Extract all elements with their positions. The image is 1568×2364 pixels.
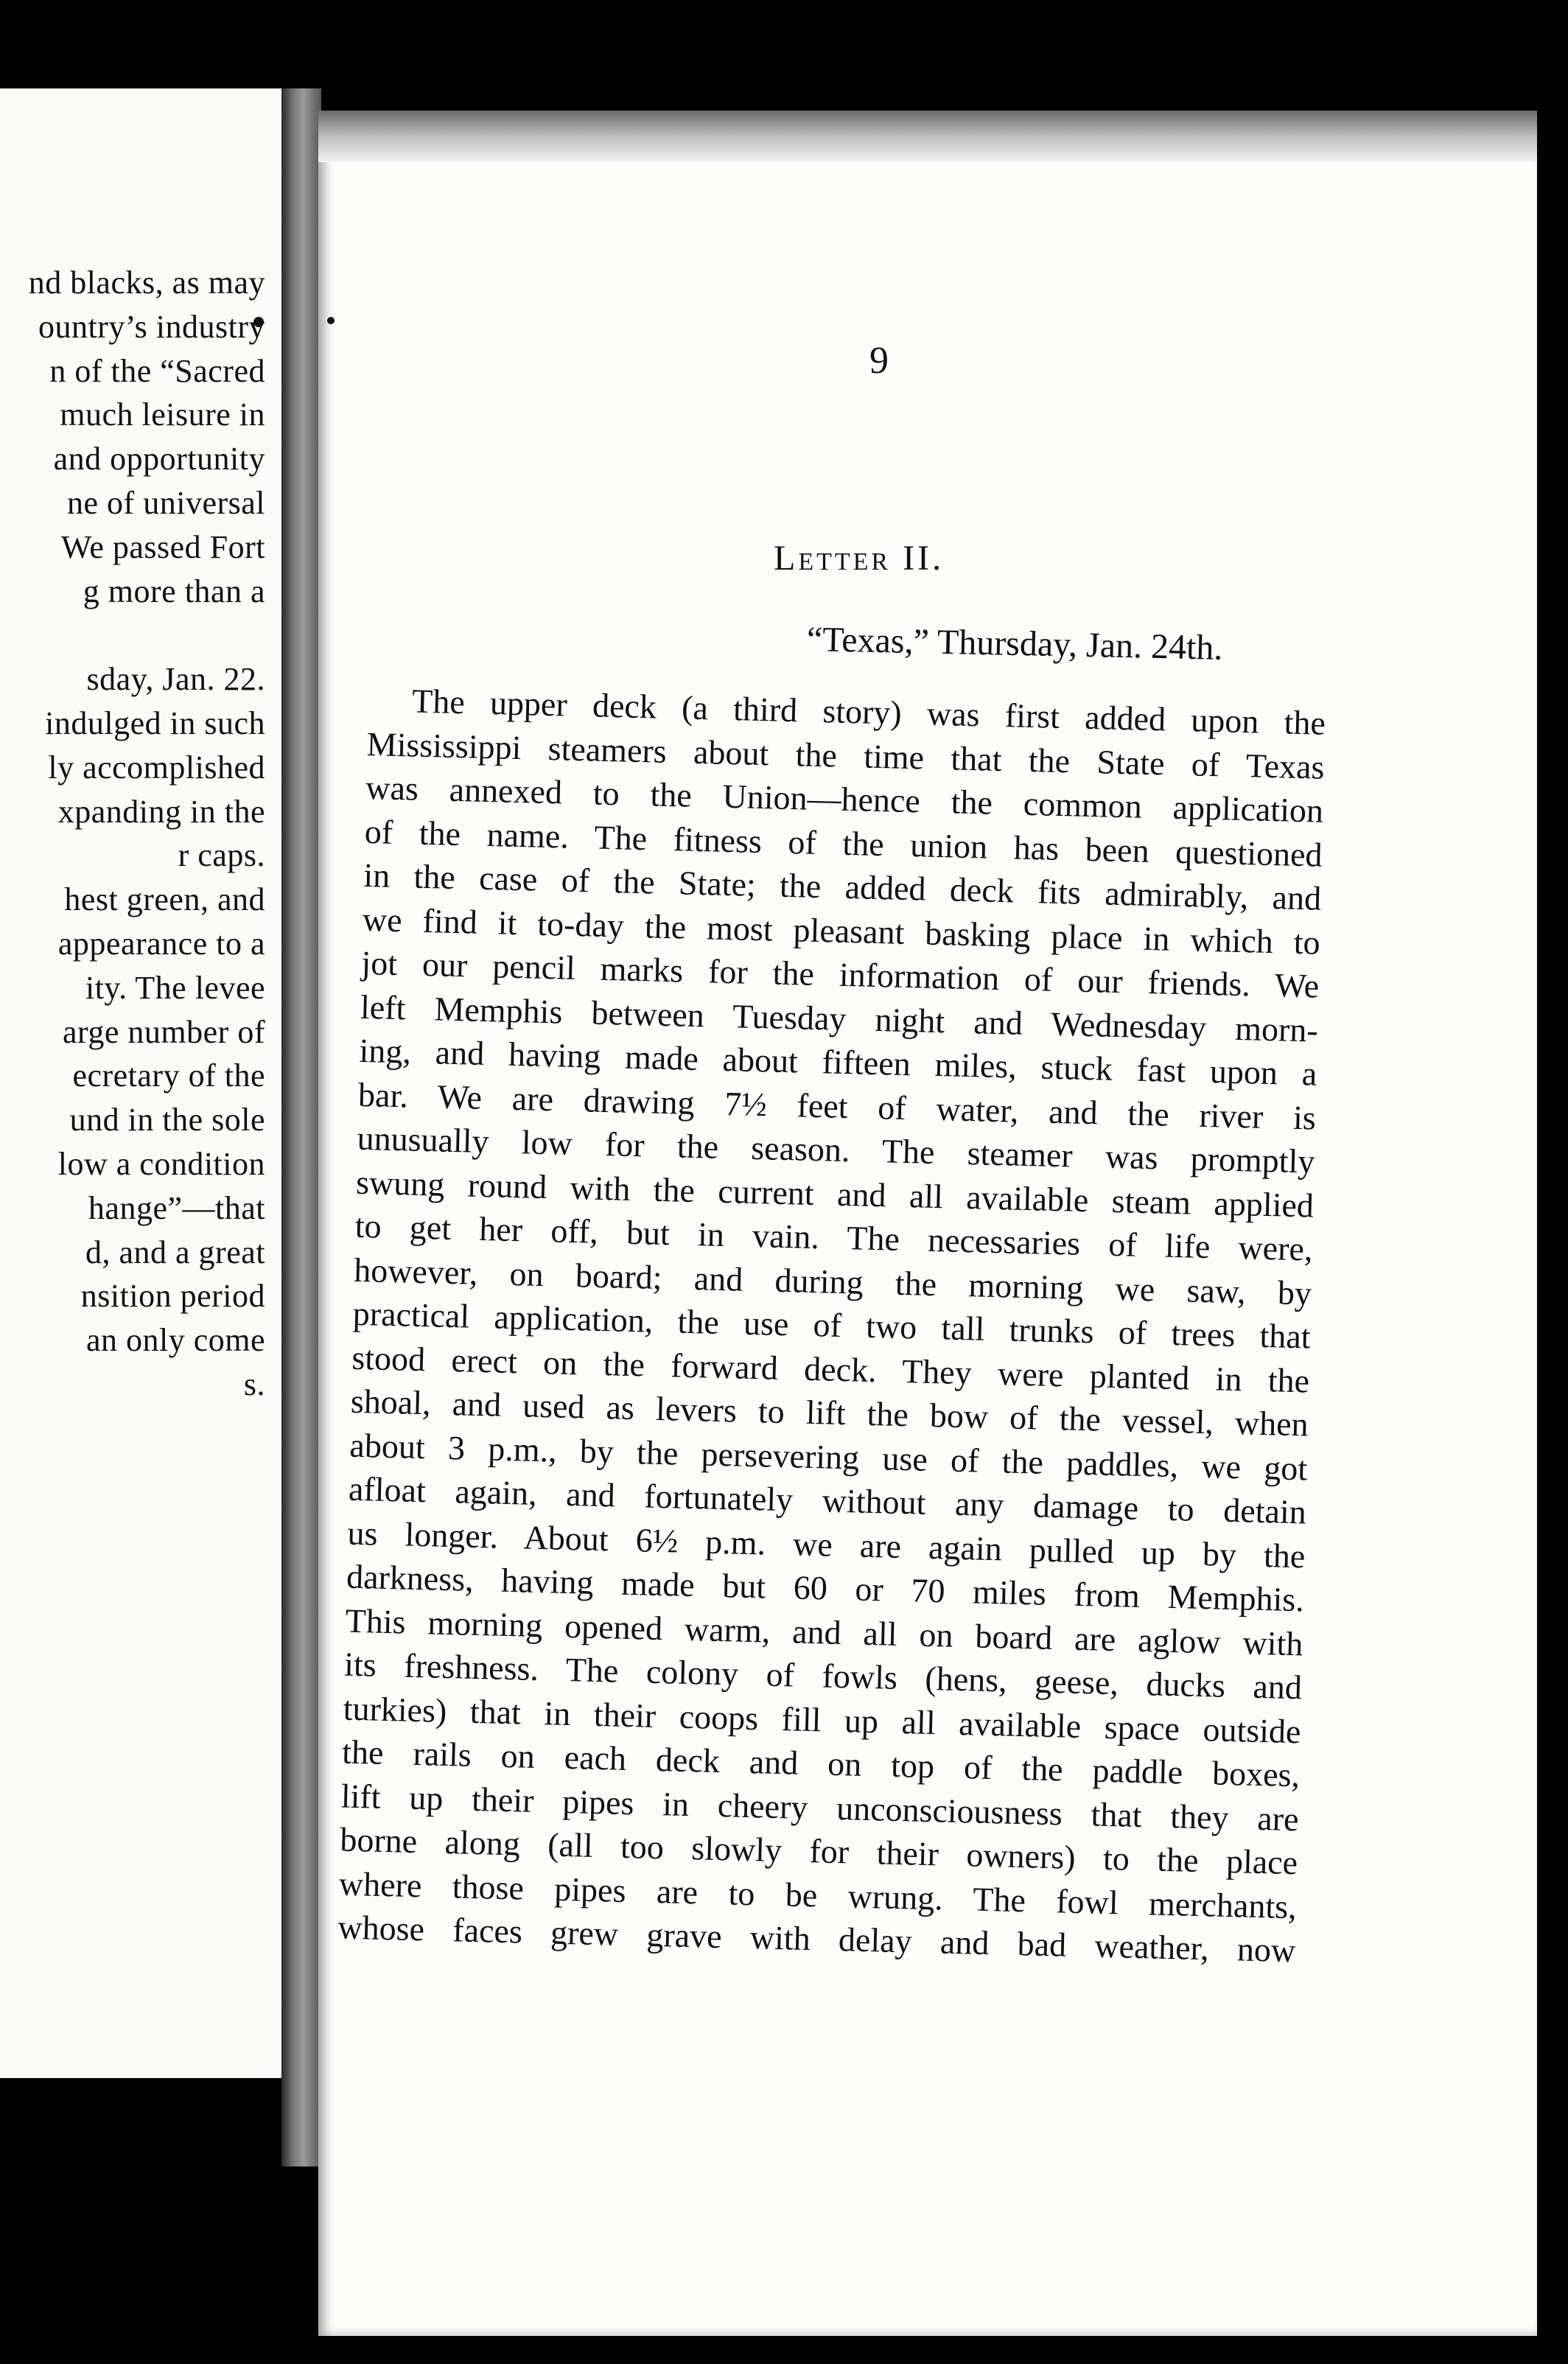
left-page-line: ne of universal (67, 485, 265, 521)
body-line: jot our pencil marks for the information of our friends. We (360, 943, 1320, 1005)
ink-dot (327, 317, 335, 324)
left-page-line: ity. The levee (85, 969, 265, 1006)
left-page-line: indulged in such (45, 705, 265, 741)
body-line: This morning opened warm, and all on board are aglow with (345, 1601, 1303, 1662)
left-page-line: We passed Fort (60, 528, 265, 565)
left-page-line: nd blacks, as may (28, 265, 265, 301)
body-line: shoal, and used as levers to lift the bow of the vessel, when (350, 1382, 1309, 1444)
body-line: afloat again, and fortunately without any damage to detain (348, 1469, 1307, 1531)
left-page-line: r caps. (178, 837, 265, 874)
left-page-line: and opportunity (53, 441, 265, 478)
left-page-line: und in the sole (69, 1102, 265, 1139)
left-page-line: low a condition (57, 1146, 265, 1182)
left-page-line: nsition period (80, 1278, 265, 1315)
body-line: was annexed to the Union—hence the common application (365, 768, 1324, 830)
body-line: however, on board; and during the morning we saw, by (353, 1251, 1312, 1312)
left-page-fragment (0, 88, 281, 2078)
body-line: lift up their pipes in cheery unconsciousness that they are (340, 1777, 1300, 1838)
book-gutter (281, 88, 321, 2167)
body-line: stood erect on the forward deck. They were planted in the (351, 1338, 1310, 1399)
left-page-line: arge number of (63, 1013, 265, 1050)
body-line: the rails on each deck and on top of the paddle boxes, (341, 1732, 1301, 1794)
body-line: unusually low for the season. The steamer was promptly (357, 1119, 1315, 1181)
body-line: Mississippi steamers about the time that the State of Texas (366, 724, 1326, 786)
body-line: darkness, having made but 60 or 70 miles from Memphis. (346, 1557, 1305, 1619)
body-line: us longer. About 6½ p.m. we are again pulled up by the (347, 1514, 1306, 1575)
left-page-line: d, and a great (85, 1234, 265, 1270)
body-line: where those pipes are to be wrung. The fowl merchants, (338, 1864, 1298, 1926)
left-page-line: hange”—that (88, 1189, 265, 1226)
body-line: practical application, the use of two tall trunks of trees that (352, 1294, 1312, 1356)
body-line: ing, and having made about fifteen miles, stuck fast upon a (359, 1031, 1317, 1093)
left-page-line: hest green, and (64, 881, 265, 918)
left-page-line: ecretary of the (72, 1057, 265, 1094)
body-line: swung round with the current and all available steam applied (355, 1163, 1315, 1225)
body-line: whose faces grew grave with delay and bad weather, now (337, 1908, 1296, 1970)
body-line: bar. We are drawing 7½ feet of water, and the river is (357, 1075, 1317, 1137)
page-number: 9 (869, 340, 889, 382)
left-page-line: ountry’s industry (38, 308, 265, 345)
body-line: The upper deck (a third story) was first added upon the (411, 682, 1326, 742)
left-page-line: ly accomplished (48, 749, 265, 786)
left-page-line: s. (243, 1366, 265, 1402)
left-page-line: appearance to a (57, 926, 265, 962)
letter-body (337, 678, 1326, 1973)
left-page-line: sday, Jan. 22. (86, 661, 265, 698)
dateline: “Texas,” Thursday, Jan. 24th. (806, 620, 1223, 668)
body-line: left Memphis between Tuesday night and Wednesday morn- (360, 987, 1319, 1049)
scan-edge (1537, 0, 1568, 2364)
body-line: turkies) that in their coops fill up all available space outside (343, 1689, 1302, 1750)
left-page-line: g more than a (83, 573, 265, 609)
body-line: borne along (all too slowly for their owners) to the place (339, 1820, 1298, 1882)
body-line: its freshness. The colony of fowls (hens, geese, ducks and (343, 1645, 1303, 1707)
left-page-line: much leisure in (60, 396, 265, 433)
left-page-line: n of the “Sacred (49, 352, 265, 389)
body-line: in the case of the State; the added deck fits admirably, and (363, 856, 1322, 917)
body-line: we find it to-day the most pleasant basking place in which to (362, 900, 1321, 962)
left-page-line: xpanding in the (57, 793, 265, 830)
letter-heading: Letter II. (774, 539, 945, 578)
body-line: about 3 p.m., by the persevering use of the paddles, we got (349, 1426, 1308, 1487)
left-page-line: an only come (85, 1322, 265, 1359)
body-line: to get her off, but in vain. The necessaries of life were, (354, 1206, 1314, 1268)
page-top-shadow (318, 111, 1538, 162)
body-line: of the name. The fitness of the union has been questioned (364, 812, 1323, 874)
